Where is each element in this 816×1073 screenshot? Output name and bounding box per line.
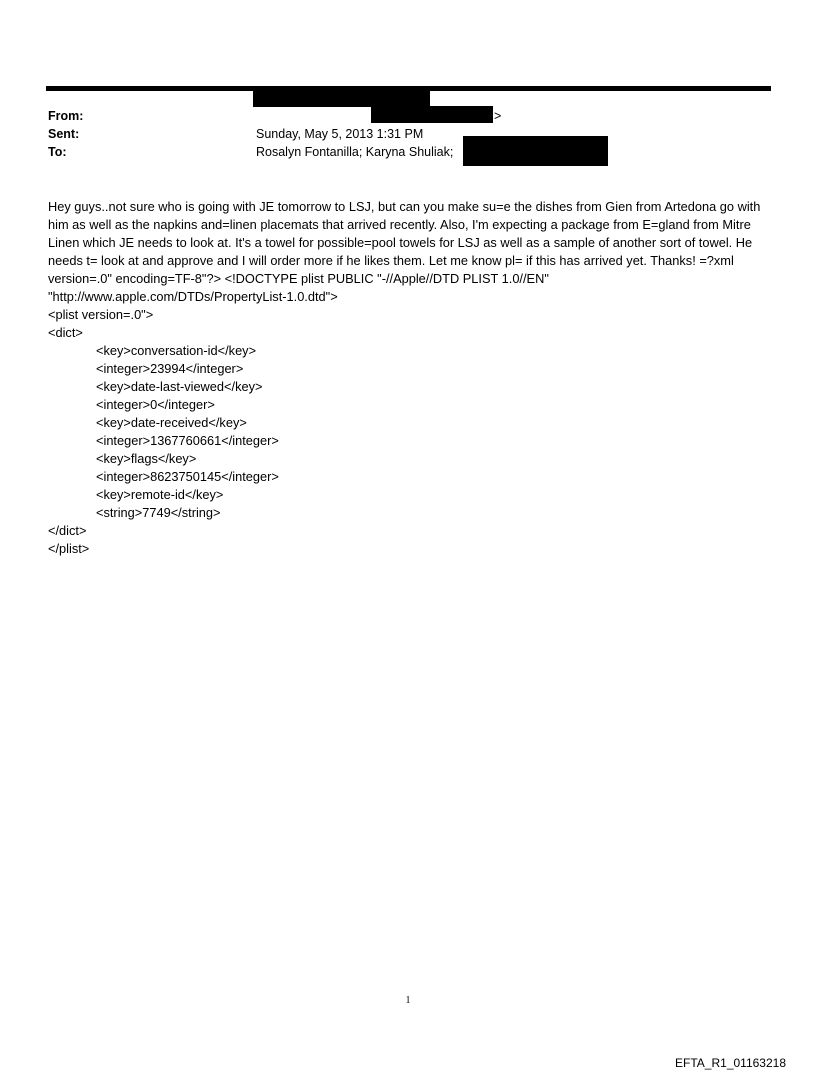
redaction-from-top <box>253 86 430 107</box>
from-value-suffix: > <box>494 109 502 123</box>
plist-open: <plist version=.0"> <box>48 307 154 322</box>
redaction-to-recipient <box>463 136 608 166</box>
plist-line: <key>conversation-id</key> <box>96 343 257 358</box>
dict-close: </dict> <box>48 523 87 538</box>
plist-block <box>48 306 748 558</box>
page-number: 1 <box>405 995 411 1006</box>
from-label: From: <box>48 109 84 123</box>
redaction-from-email <box>371 106 493 123</box>
to-label: To: <box>48 145 67 159</box>
plist-line: <integer>23994</integer> <box>96 361 244 376</box>
plist-line: <integer>8623750145</integer> <box>96 469 279 484</box>
plist-line: <key>date-received</key> <box>96 415 247 430</box>
plist-line: <integer>1367760661</integer> <box>96 433 279 448</box>
document-id: EFTA_R1_01163218 <box>675 1056 786 1070</box>
plist-line: <key>remote-id</key> <box>96 487 224 502</box>
plist-close: </plist> <box>48 541 90 556</box>
plist-line: <key>date-last-viewed</key> <box>96 379 263 394</box>
sent-value: Sunday, May 5, 2013 1:31 PM <box>256 127 424 141</box>
dict-open: <dict> <box>48 325 83 340</box>
sent-label: Sent: <box>48 127 80 141</box>
to-value: Rosalyn Fontanilla; Karyna Shuliak; <box>256 145 454 159</box>
email-body: Hey guys..not sure who is going with JE tomorrow to LSJ, but can you make su=e the dishes from Gien from Artedona go with him as well as the napkins and=linen placemats that arrived recently. Also, I'm expecting a package from E=gland from Mitre Linen which JE needs to look at. It's a towel for possible=pool towels for LSJ as well as a sample of another sort of towel. He needs t= look at and approve and I will order more if he likes them. Let me know pl= if this has arrived yet. Thanks! =?xml version=.0" encoding=TF-8"?> <!DOCTYPE plist PUBLIC "-//Apple//DTD PLIST 1.0//EN" "http://www.apple.com/DTDs/PropertyList-1.0.dtd"> <box>48 199 764 304</box>
plist-line: <string>7749</string> <box>96 505 221 520</box>
plist-line: <integer>0</integer> <box>96 397 215 412</box>
plist-line: <key>flags</key> <box>96 451 197 466</box>
